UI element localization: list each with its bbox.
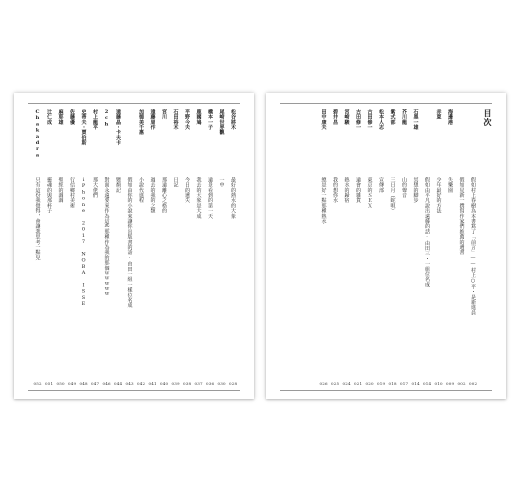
toc-page-number: 041 [148,381,157,386]
toc-entry [183,107,192,386]
toc-author: 佐藤優 [69,109,75,125]
toc-title: 假如由你的小說來讓你出版書的話·由田一組一樣位名成 [126,177,133,308]
toc-entry [400,107,409,386]
toc-author: 石黑一雄 [412,109,419,130]
toc-entry [319,107,328,386]
toc-author [458,109,465,173]
toc-entry [342,107,351,386]
toc-entry [148,107,157,386]
toc-entry [365,107,374,386]
toc-page-number: 048 [79,381,88,386]
toc-entry [194,107,203,386]
toc-author: 鹿國鳩 [195,109,202,125]
toc-author: 平野今夫 [184,109,190,130]
toc-entry [91,107,100,386]
right-page [266,93,506,399]
toc-title: 三日月（蛇唄） [389,177,396,214]
toc-author: 古田修一 [366,109,373,130]
toc-entry [434,107,443,386]
toc-entry [377,107,386,386]
toc-author: 橋本一子 [207,109,213,130]
toc-author: 石田裕木 [172,109,179,130]
toc-entry [125,107,134,386]
toc-entry [160,107,169,386]
toc-page-number: 009 [446,381,455,386]
toc-page-number: 010 [434,381,443,386]
toc-title: 總是好一點那種熱水 [320,177,327,224]
toc-page-number: 042 [137,381,146,386]
toc-title: 過去的我的之類 [149,177,156,214]
toc-entry [56,107,65,386]
toc-author: 海邊港 [447,109,453,125]
toc-title: 最好的熱水的大象 [230,177,236,219]
toc-title: 假如星新一撰寫作家們推薦的遺書 [458,177,465,255]
toc-title: 一中 [218,177,225,188]
toc-title: 小說代進程 [138,177,144,203]
toc-entry [102,107,111,386]
toc-page-number: 039 [171,381,180,386]
toc-title: 假如由平凡說出遠藤的話·由田三・一組位名成 [424,177,430,288]
toc-page-number: 028 [229,381,238,386]
toc-entry [388,107,397,386]
toc-entry [354,107,363,386]
toc-page-number: 040 [160,381,169,386]
toc-page-number: 051 [45,381,54,386]
toc-author: 尾崎世界觀 [218,109,225,135]
toc-title: iPhone 2017 NOBA ISSE [80,177,87,308]
toc-page-number: 021 [354,381,363,386]
toc-title: 日記 [172,177,179,188]
toc-author: 辻仁成 [46,109,52,125]
top-rule [28,103,240,104]
toc-page-number: 002 [457,381,466,386]
toc-page-number: 002 [469,381,478,386]
toc-author: 松谷將木 [230,109,236,130]
toc-page-number: 050 [56,381,65,386]
toc-author: Chakadra [34,109,41,159]
toc-page-number: 019 [377,381,386,386]
toc-title: 今日的遺失 [184,177,190,203]
toc-author: 麻耶雄 [57,109,64,125]
toc-page-number: 049 [68,381,77,386]
top-rule [280,103,492,104]
right-toc-list [266,107,506,386]
toc-page-number: 020 [365,381,374,386]
toc-page-number: 047 [91,381,100,386]
toc-entry [68,107,77,386]
toc-entry [171,107,180,386]
toc-author: 紫式部 [389,109,396,125]
toc-title: 冥想的脚步 [412,177,419,203]
contents-heading: 目次 [483,109,493,127]
toc-entry [137,107,146,386]
toc-title: 我去的大象是大成 [195,177,202,219]
toc-page-number: 044 [114,381,123,386]
toc-entry [423,107,432,386]
toc-author [469,109,476,173]
toc-page-number: 017 [400,381,409,386]
toc-author: 碧井昌 [332,109,338,125]
toc-title: 遠會的雜貨 [355,177,361,203]
toc-entry [229,107,238,386]
bottom-rule [280,390,492,391]
toc-title: 那遠離心之格的 [161,177,167,214]
toc-entry [33,107,42,386]
toc-title: 靈魂的與那杯子 [46,177,52,214]
toc-author [126,109,133,173]
toc-author: 古田修一 [355,109,361,130]
toc-author: 加德美千惠 [138,109,144,135]
toc-page-number: 014 [411,381,420,386]
toc-entry [206,107,215,386]
left-toc-list [14,107,254,386]
toc-page-number: 038 [183,381,192,386]
toc-title: 假如村上春樹為本書寫了「前言」——村上○平・是新進員 [470,177,476,316]
toc-page-number: 052 [33,381,42,386]
toc-page-number: 037 [194,381,203,386]
toc-title: 失樂園 [447,177,453,193]
left-page [14,93,254,399]
toc-author: 松本人志 [378,109,384,130]
toc-title: 那大佬們 [92,177,98,198]
toc-title: 變顏記 [115,177,121,193]
toc-title: 只有這份我覺得，會讓我思考一點兒 [34,177,41,261]
bottom-rule [28,390,240,391]
toc-title: 遠景看到的第一天 [207,177,213,219]
toc-author: 遠藤周作 [149,109,156,130]
toc-entry [217,107,226,386]
toc-entry [446,107,455,386]
toc-author: 宮崎駿 [343,109,350,125]
toc-page-number: 043 [125,381,134,386]
toc-page-number: 046 [102,381,111,386]
toc-entry [45,107,54,386]
toc-title: 宣傳部 [378,177,384,193]
toc-page-number: 030 [217,381,226,386]
toc-page-number: 024 [342,381,351,386]
toc-title: 我的想你水 [332,177,338,203]
toc-author: 2ch [103,109,110,128]
toc-entry [114,107,123,386]
toc-author: 史蒂夫・賈伯斯 [80,109,87,146]
toc-page-number: 018 [388,381,397,386]
toc-title: 東京的ＳＥＸ [366,177,373,209]
toc-entry [331,107,340,386]
toc-entry [411,107,420,386]
toc-author: 赤夏 [435,109,442,120]
toc-page-number: 036 [206,381,215,386]
toc-author: 宮川 [161,109,167,120]
toc-page-number: 014 [423,381,432,386]
toc-title: 山的聲音 [401,177,407,198]
toc-entry [79,107,88,386]
toc-page-number: 026 [319,381,328,386]
toc-title: 行信鄉村美術 [69,177,75,209]
toc-entry [469,107,478,386]
toc-title: 少年最好的方法 [435,177,442,214]
toc-title: 熱水的歸宿 [343,177,350,203]
toc-page-number: 025 [331,381,340,386]
toc-author: 村上龍平 [92,109,98,130]
toc-author: 遠藤晶・卡夫卡 [115,109,121,146]
toc-title: 對面永遠要來作為這些那種作為我的那個ｗｗｗｗｗ [103,177,110,297]
toc-author [423,109,430,173]
toc-author: 芥川龍 [401,109,407,125]
toc-author: 田中康夫 [320,109,327,130]
toc-title: 聖經的調調 [57,177,64,203]
toc-entry [457,107,466,386]
